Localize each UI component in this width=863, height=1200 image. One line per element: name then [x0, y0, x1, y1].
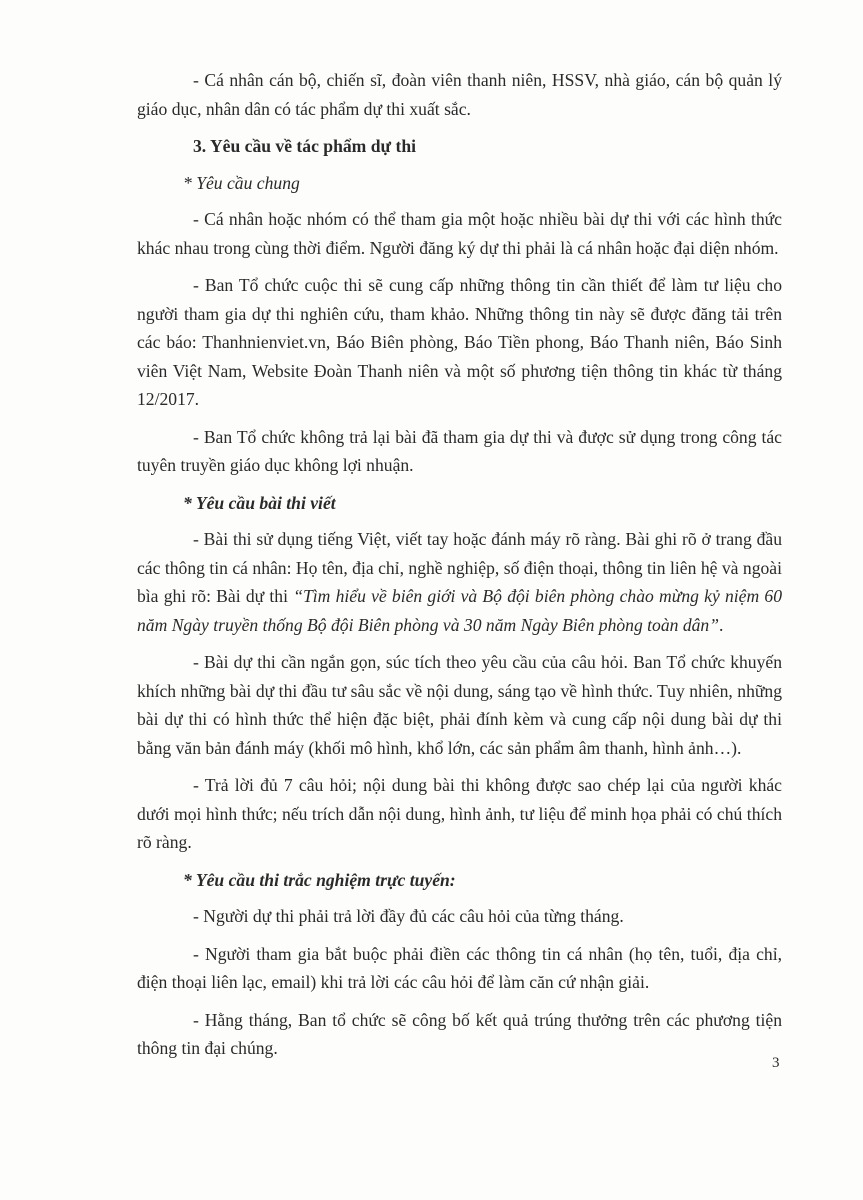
paragraph-information-sources: - Ban Tổ chức cuộc thi sẽ cung cấp những thông tin cần thiết để làm tư liệu cho người tham gia dự thi nghiên cứu, tham khảo. Những thông tin này sẽ được đăng tải trên các báo: Thanhnienviet.vn, Báo Biên phòng, Báo Tiền phong, Báo Thanh niên, Báo Sinh viên Việt Nam, Website Đoàn Thanh niên và một số phương tiện thông tin khác từ tháng 12/2017. [137, 275, 782, 409]
paragraph-concise: - Bài dự thi cần ngắn gọn, súc tích theo yêu cầu của câu hỏi. Ban Tổ chức khuyến khích những bài dự thi đầu tư sâu sắc về nội dung, sáng tạo về hình thức. Tuy nhiên, những bài dự thi có hình thức thể hiện đặc biệt, phải đính kèm và cung cấp nội dung bài dự thi bằng văn bản đánh máy (khối mô hình, khổ lớn, các sản phẩm âm thanh, hình ảnh…). [137, 652, 782, 758]
paragraph-participants: - Cá nhân hoặc nhóm có thể tham gia một hoặc nhiều bài dự thi với các hình thức khác nhau trong cùng thời điểm. Người đăng ký dự thi phải là cá nhân hoặc đại diện nhóm. [137, 209, 782, 258]
paragraph-quiz-monthly: - Người dự thi phải trả lời đầy đủ các câu hỏi của từng tháng. [193, 906, 624, 926]
written-format-end: . [719, 614, 724, 635]
written-format-text: - Bài thi sử dụng tiếng Việt, viết tay hoặc đánh máy rõ ràng. Bài ghi rõ ở trang đầu các thông tin cá nhân: Họ tên, địa chỉ, nghề nghiệp, số điện thoại, thông tin liên hệ và ngoài bìa ghi rõ: Bài dự thi [137, 529, 782, 606]
paragraph-award-individuals: - Cá nhân cán bộ, chiến sĩ, đoàn viên thanh niên, HSSV, nhà giáo, cán bộ quản lý giáo dục, nhân dân có tác phẩm dự thi xuất sắc. [137, 70, 782, 119]
subheading-online-quiz: * Yêu cầu thi trắc nghiệm trực tuyến: [183, 869, 456, 890]
paragraph-no-return: - Ban Tổ chức không trả lại bài đã tham gia dự thi và được sử dụng trong công tác tuyên truyền giáo dục không lợi nhuận. [137, 426, 782, 475]
subheading-written-requirements: * Yêu cầu bài thi viết [183, 492, 336, 513]
paragraph-quiz-personal-info: - Người tham gia bắt buộc phải điền các thông tin cá nhân (họ tên, tuổi, địa chỉ, điện thoại liên lạc, email) khi trả lời các câu hỏi để làm căn cứ nhận giải. [137, 943, 782, 992]
paragraph-written-format [137, 525, 782, 639]
contest-title-quote: “Tìm hiểu về biên giới và Bộ đội biên phòng chào mừng kỷ niệm 60 năm Ngày truyền thống Bộ đội Biên phòng và 30 năm Ngày Biên phòng toàn dân” [137, 586, 782, 635]
paragraph-quiz-results: - Hằng tháng, Ban tổ chức sẽ công bố kết quả trúng thưởng trên các phương tiện thông tin đại chúng. [137, 1009, 782, 1058]
section-heading-requirements: 3. Yêu cầu về tác phẩm dự thi [193, 136, 416, 156]
subheading-general-requirements: * Yêu cầu chung [183, 172, 300, 193]
page-number: 3 [772, 1055, 780, 1071]
document-body [137, 66, 782, 1072]
paragraph-answer-all: - Trả lời đủ 7 câu hỏi; nội dung bài thi không được sao chép lại của người khác dưới mọi hình thức; nếu trích dẫn nội dung, hình ảnh, tư liệu để minh họa phải có chú thích rõ ràng. [137, 775, 782, 852]
